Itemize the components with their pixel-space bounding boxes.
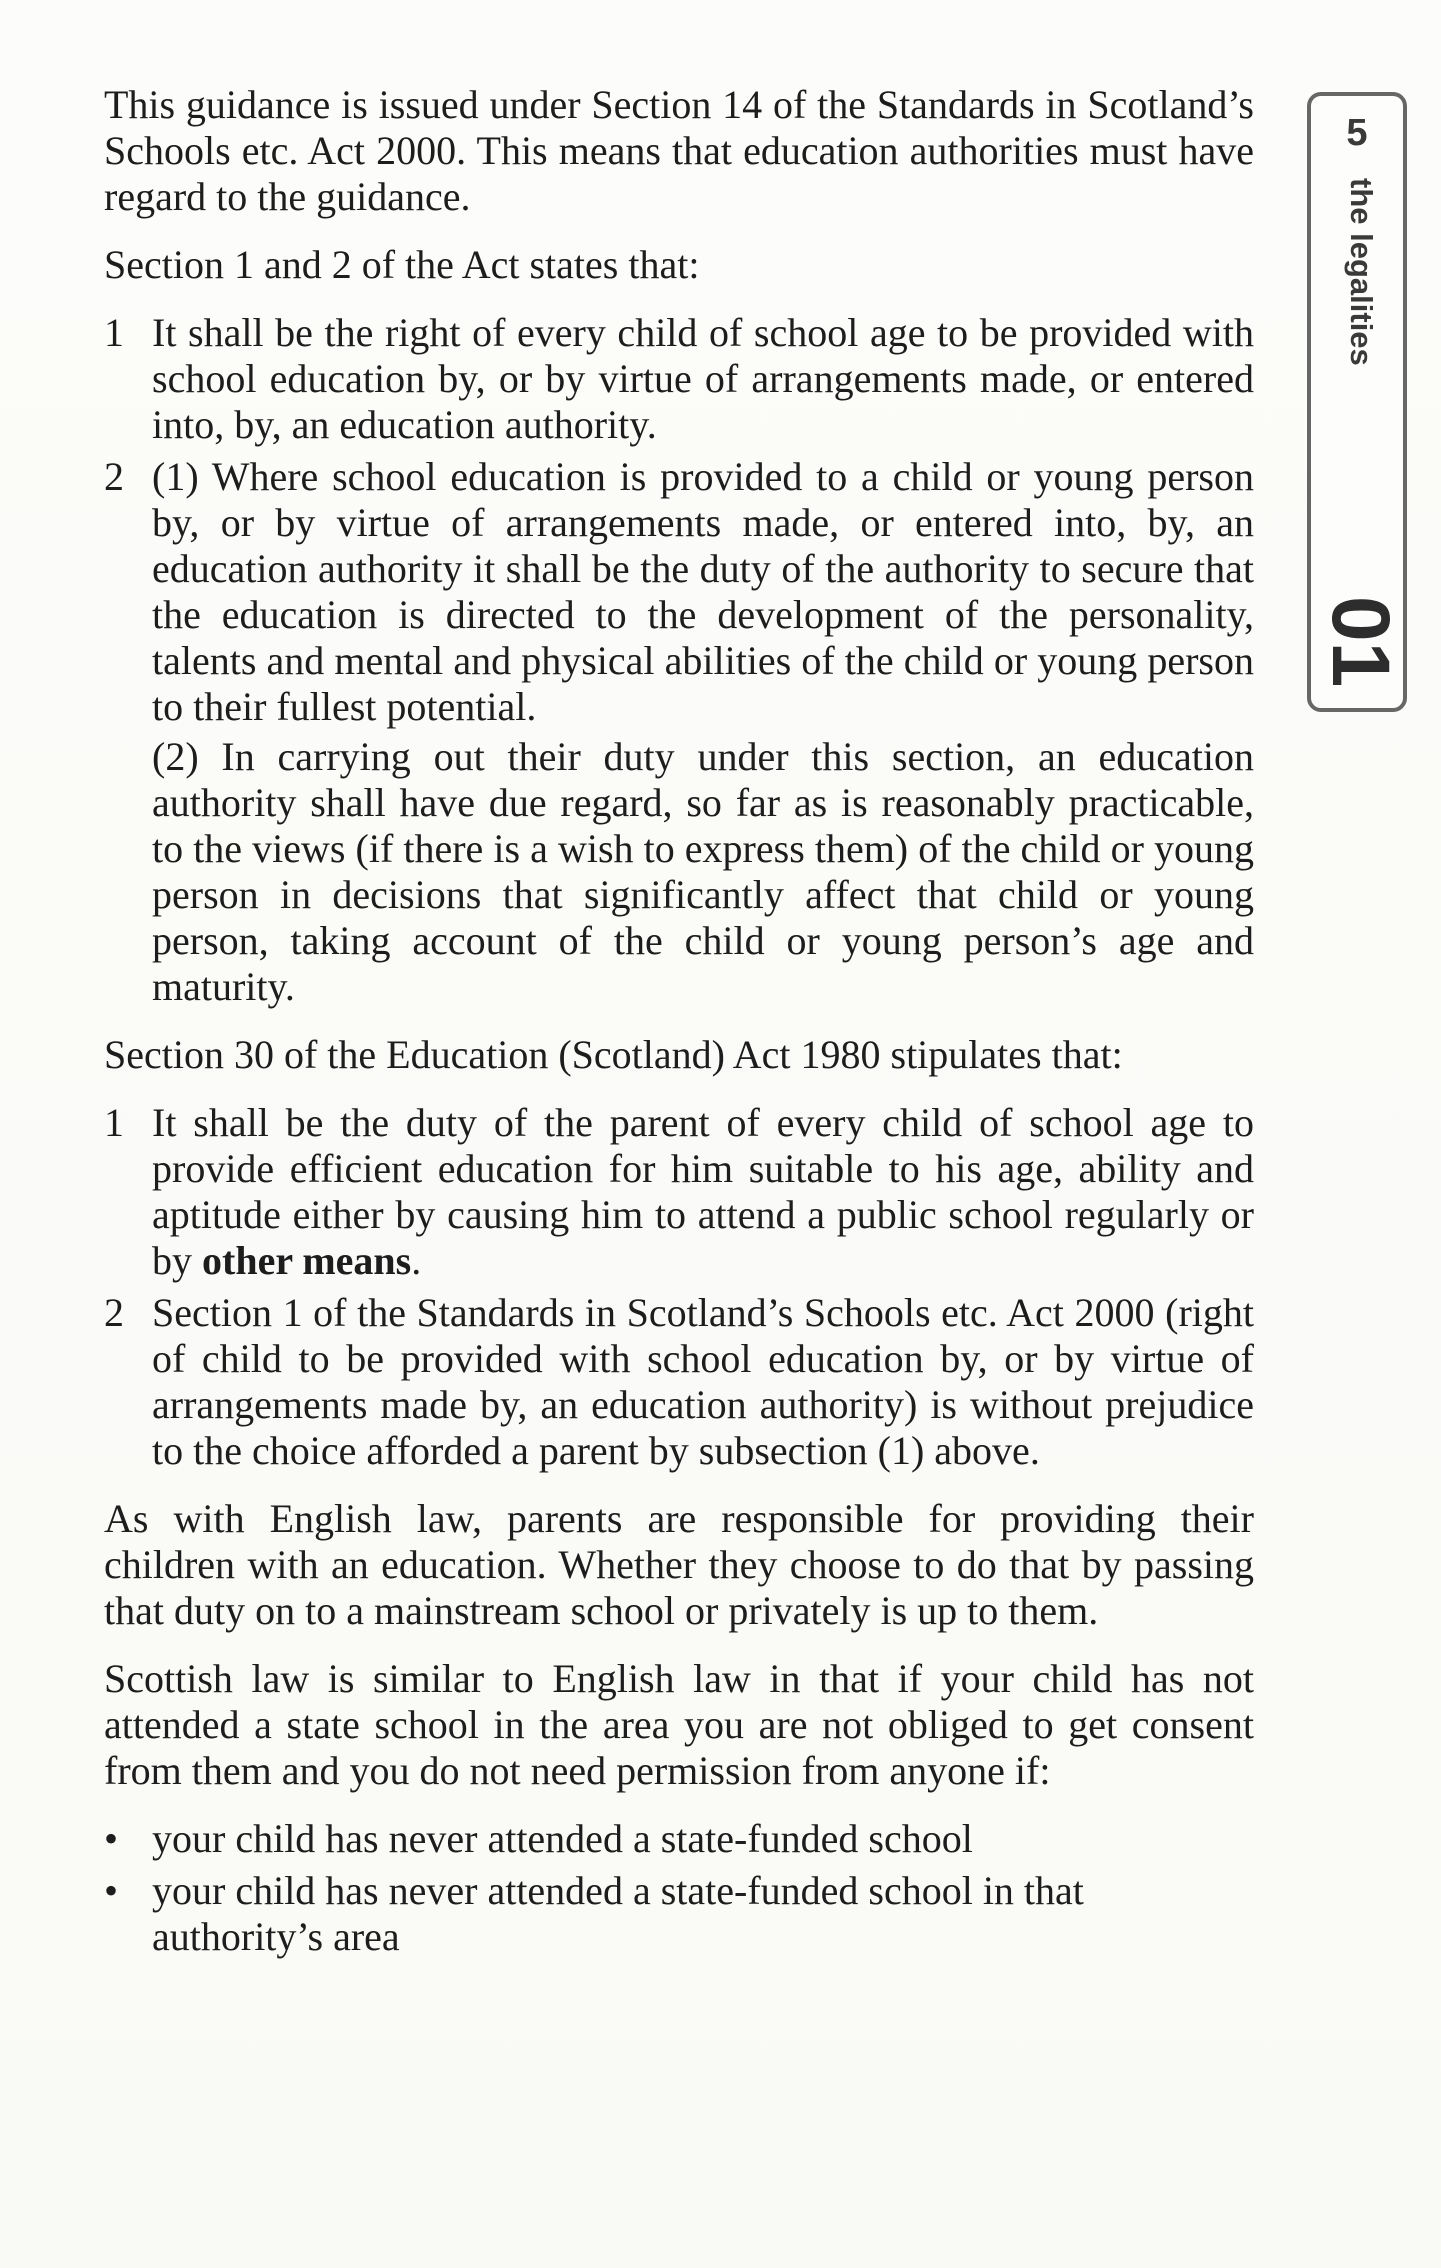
section-title: the legalities bbox=[1344, 178, 1379, 366]
list-item-text: Section 1 of the Standards in Scotland’s Schools etc. Act 2000 (right of child to be provided with school education by, or by virtue of arrangements made by, an education authority) is without prejudice to the choice afforded a parent by subsection (1) above. bbox=[152, 1290, 1254, 1473]
scottish-law-paragraph: Scottish law is similar to English law in that if your child has not attended a state school in the area you are not obliged to get consent from them and you do not need permission from anyone if: bbox=[104, 1656, 1254, 1793]
list-item-text: (1) Where school education is provided to a child or young person by, or by virtue of arrangements made, or entered into, by, an education authority it shall be the duty of the authority to secure that the education is directed to the development of the personality, talents and mental and physical abilities of the child or young person to their fullest potential. bbox=[152, 454, 1254, 729]
list-item-text: It shall be the right of every child of school age to be provided with school education by, or by virtue of arrangements made, or entered into, by, an education authority. bbox=[152, 310, 1254, 447]
bullet-item bbox=[104, 1816, 1254, 1862]
conditions-list bbox=[104, 1816, 1254, 1960]
bullet-item bbox=[104, 1868, 1254, 1960]
bullet-text: your child has never attended a state-funded school in that authority’s area bbox=[152, 1868, 1084, 1959]
section-1-2-list bbox=[104, 310, 1254, 1010]
list-item-text-main: It shall be the duty of the parent of every child of school age to provide efficient education for him suitable to his age, ability and aptitude either by causing him to attend a public school regularly or by bbox=[152, 1100, 1254, 1283]
list-item-number: 1 bbox=[104, 1100, 124, 1145]
chapter-number: 01 bbox=[1315, 596, 1406, 688]
list-item bbox=[104, 310, 1254, 448]
list-item-text bbox=[152, 1100, 1254, 1284]
list-item bbox=[104, 454, 1254, 1010]
section-1-2-heading: Section 1 and 2 of the Act states that: bbox=[104, 242, 700, 287]
list-item-text-end: . bbox=[411, 1238, 422, 1283]
english-law-paragraph: As with English law, parents are responsible for providing their children with an education. Whether they choose to do that by passing that duty on to a mainstream school or privately is up to them. bbox=[104, 1496, 1254, 1633]
chapter-tab bbox=[1307, 92, 1407, 712]
list-item-number: 2 bbox=[104, 1290, 124, 1335]
list-item-subsection: (2) In carrying out their duty under this section, an education authority shall have due regard, so far as is reasonably practicable, to the views (if there is a wish to express them) of the child or young person in decisions that significantly affect that child or young person, taking account of the child or young person’s age and maturity. bbox=[152, 734, 1254, 1009]
page-number: 5 bbox=[1346, 112, 1368, 154]
bullet-icon: • bbox=[104, 1816, 119, 1861]
list-item bbox=[104, 1100, 1254, 1284]
emphasis-text: other means bbox=[202, 1238, 412, 1283]
intro-paragraph: This guidance is issued under Section 14 of the Standards in Scotland’s Schools etc. Act 2000. This means that education authorities must have regard to the guidance. bbox=[104, 82, 1254, 219]
bullet-text: your child has never attended a state-funded school bbox=[152, 1816, 973, 1861]
section-30-heading: Section 30 of the Education (Scotland) Act 1980 stipulates that: bbox=[104, 1032, 1123, 1077]
bullet-icon: • bbox=[104, 1868, 119, 1913]
list-item-number: 1 bbox=[104, 310, 124, 355]
section-30-list bbox=[104, 1100, 1254, 1474]
page-body bbox=[104, 82, 1254, 1966]
list-item-number: 2 bbox=[104, 454, 124, 499]
list-item bbox=[104, 1290, 1254, 1474]
